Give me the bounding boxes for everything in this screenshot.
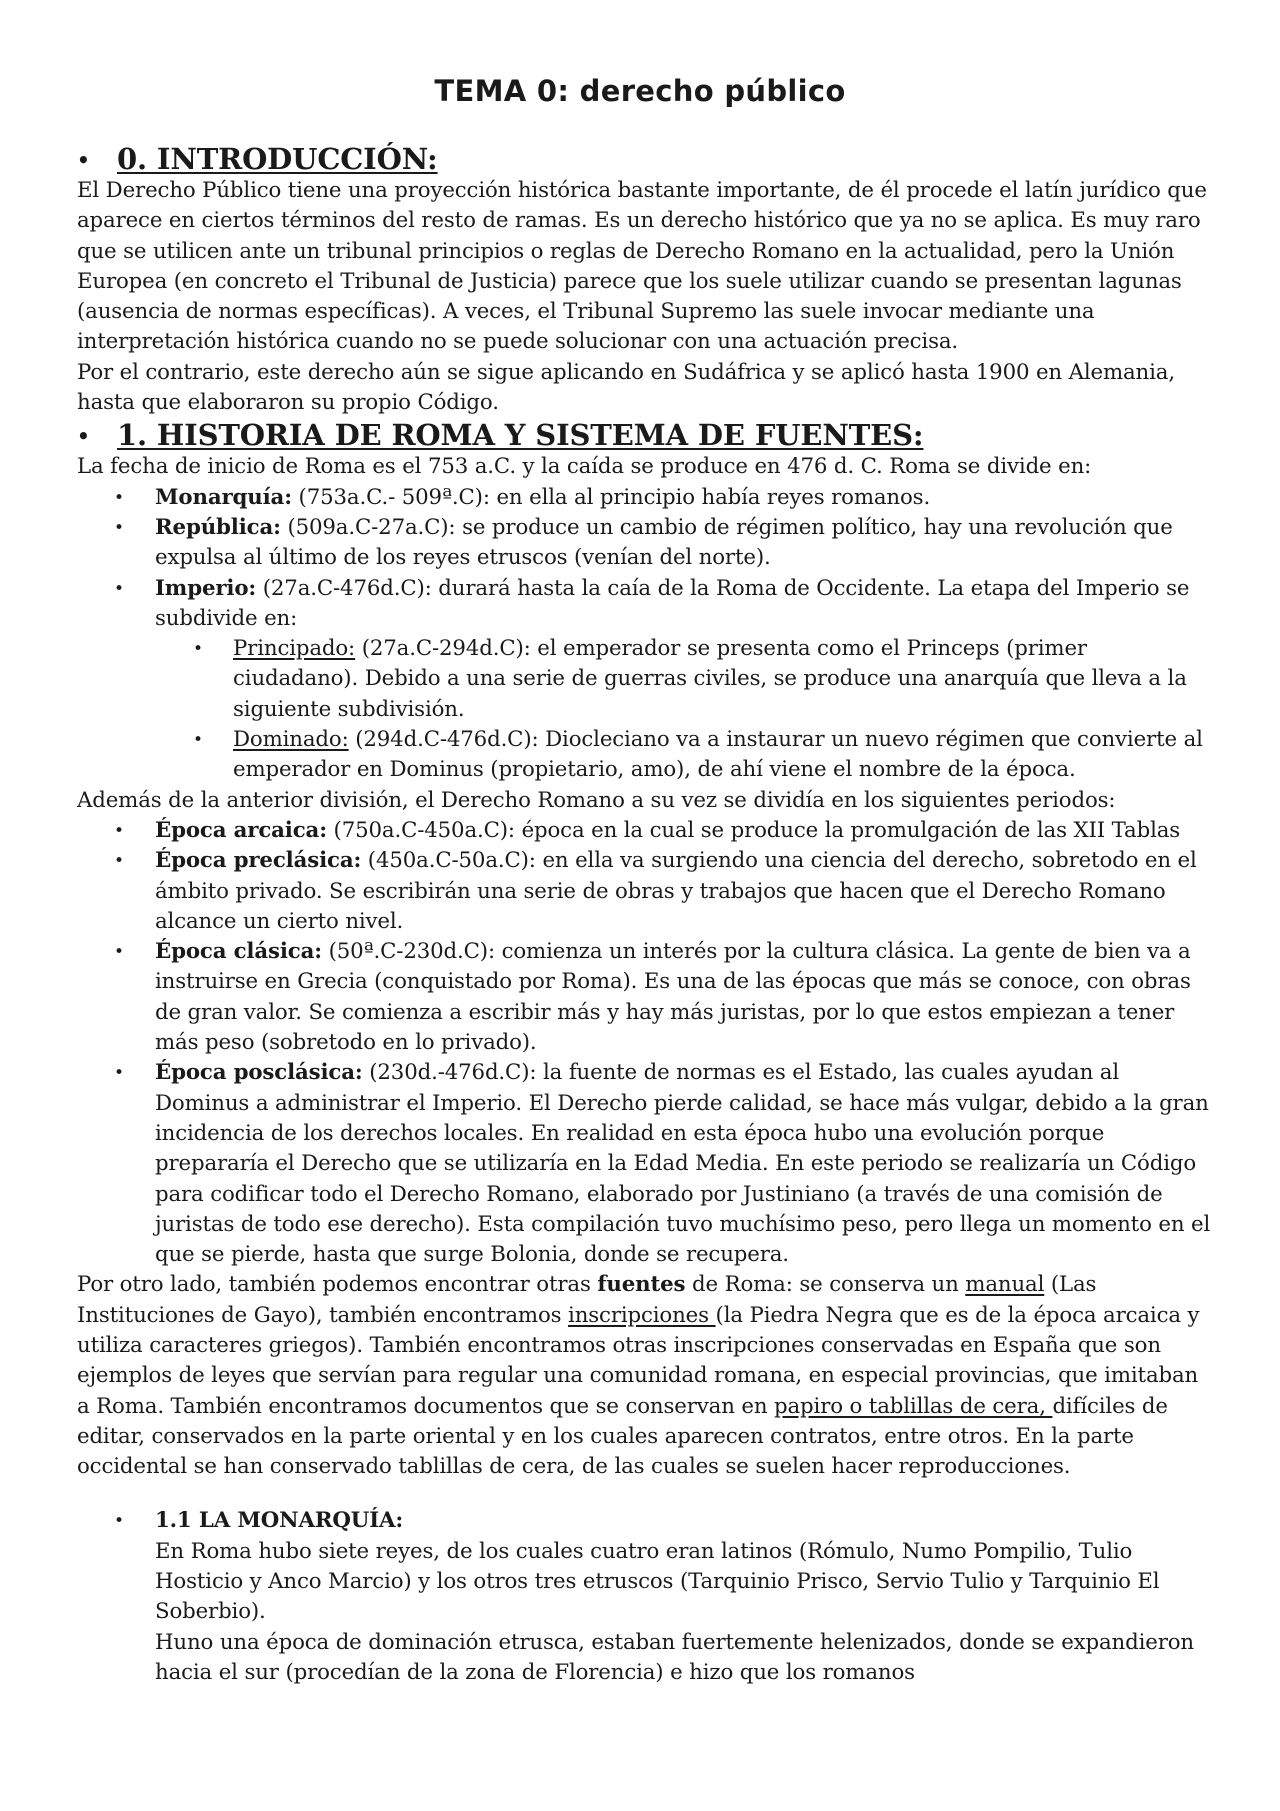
list-item-dominado: • Dominado: (294d.C-476d.C): Diocleciano va a instaurar un nuevo régimen que convierte al emperador en Dominus (propietario, amo), de ahí viene el nombre de la época. [193, 727, 1203, 783]
term: Época posclásica: [155, 1060, 363, 1086]
list-item-clasica: • Época clásica: (50ª.C-230d.C): comienza un interés por la cultura clásica. La gente de bien va a instruirse en Grecia (conquistado por Roma). Es una de las épocas que más se conoce, con obras de gran valor. Se comienza a escribir más y hay más juristas, por lo que estos empiezan a tener más peso (sobretodo en lo privado). [114, 939, 1191, 1056]
document-body [77, 142, 1217, 1688]
monarquia-paragraph-1: En Roma hubo siete reyes, de los cuales cuatro eran latinos (Rómulo, Numo Pompilio, Tulio Hosticio y Anco Marcio) y los otros tres etruscos (Tarquinio Prisco, Servio Tulio y Tarquinio El Soberbio). [155, 1538, 1160, 1625]
term: Época arcaica: [155, 817, 327, 843]
bullet: • [77, 424, 90, 449]
term: Principado: [233, 636, 356, 662]
list-item-posclasica: • Época posclásica: (230d.-476d.C): la fuente de normas es el Estado, las cuales ayudan al Dominus a administrar el Imperio. El Derecho pierde calidad, se hace más vulgar, debido a la gran incidencia de los derechos locales. En realidad en esta época hubo una evolución porque prepararía el Derecho que se utilizaría en la Edad Media. En este periodo se realizaría un Código para codificar todo el Derecho Romano, elaborado por Justiniano (a través de una comisión de juristas de todo ese derecho). Esta compilación tuvo muchísimo peso, pero llega un momento en el que se pierde, hasta que surge Bolonia, donde se recupera. [114, 1060, 1211, 1268]
periods-list [77, 483, 1217, 786]
list-item-principado: • Principado: (27a.C-294d.C): el emperador se presenta como el Princeps (primer ciudadano). Debido a una serie de guerras civiles, se produce una anarquía que lleva a la siguiente subdivisión. [193, 636, 1187, 722]
list-item-arcaica: • Época arcaica: (750a.C-450a.C): época en la cual se produce la promulgación de las XII Tablas [114, 817, 1181, 843]
list-item-imperio: • Imperio: (27a.C-476d.C): durará hasta la caía de la Roma de Occidente. La etapa del Imperio se subdivide en: [114, 575, 1190, 631]
section-heading-historia [77, 418, 1217, 452]
list-item-monarquia: • Monarquía: (753a.C.- 509ª.C): en ella al principio había reyes romanos. [114, 484, 931, 510]
section-heading-text: 0. INTRODUCCIÓN: [117, 142, 438, 176]
monarquia-list [77, 1506, 1217, 1688]
fuentes-paragraph: Por otro lado, también podemos encontrar otras fuentes de Roma: se conserva un manual (Las Instituciones de Gayo), también encontramos inscripciones (la Piedra Negra que es de la época arcaica y utiliza caracteres griegos). También encontramos otras inscripciones conservadas en España que son ejemplos de leyes que servían para regular una comunidad romana, en especial provincias, que imitaban a Roma. También encontramos documentos que se conservan en papiro o tablillas de cera, difíciles de editar, conservados en la parte oriental y en los cuales aparecen contratos, entre otros. En la parte occidental se han conservado tablillas de cera, de las cuales se suelen hacer reproducciones. [77, 1272, 1200, 1480]
section-heading-introduccion [77, 142, 1217, 176]
term: Monarquía: [155, 484, 292, 510]
term: Dominado: [233, 727, 349, 753]
list-item-la-monarquia: • 1.1 LA MONARQUÍA: En Roma hubo siete reyes, de los cuales cuatro eran latinos (Rómulo, Numo Pompilio, Tulio Hosticio y Anco Marcio) y los otros tres etruscos (Tarquinio Prisco, Servio Tulio y Tarquinio El Soberbio). Huno una época de dominación etrusca, estaban fuertemente helenizados, donde se expandieron hacia el sur (procedían de la zona de Florencia) e hizo que los romanos [77, 1506, 1217, 1688]
list-item-republica: • República: (509a.C-27a.C): se produce un cambio de régimen político, hay una revolución que expulsa al último de los reyes etruscos (venían del norte). [114, 514, 1173, 571]
page-title: TEMA 0: derecho público [434, 74, 846, 108]
bullet: • [77, 148, 90, 172]
epocas-list [77, 816, 1217, 1270]
historia-intro: La fecha de inicio de Roma es el 753 a.C. y la caída se produce en 476 d. C. Roma se divide en: [77, 454, 1092, 480]
intro-paragraph-1: El Derecho Público tiene una proyección histórica bastante importante, de él procede el latín jurídico que aparece en ciertos términos del resto de ramas. Es un derecho histórico que ya no se aplica. Es muy raro que se utilicen ante un tribunal principios o reglas de Derecho Romano en la actualidad, pero la Unión Europea (en concreto el Tribunal de Justicia) parece que los suele utilizar cuando se presentan lagunas (ausencia de normas específicas). A veces, el Tribunal Supremo las suele invocar mediante una interpretación histórica cuando no se puede solucionar con una actuación precisa. [77, 178, 1207, 355]
subsection-heading: 1.1 LA MONARQUÍA: [155, 1508, 404, 1534]
list-item-preclasica: • Época preclásica: (450a.C-50a.C): en ella va surgiendo una ciencia del derecho, sobretodo en el ámbito privado. Se escribirán una serie de obras y trabajos que hacen que el Derecho Romano alcance un cierto nivel. [114, 848, 1197, 934]
section-heading-text: 1. HISTORIA DE ROMA Y SISTEMA DE FUENTES: [117, 418, 924, 453]
periodos-intro: Además de la anterior división, el Derecho Romano a su vez se dividía en los siguientes periodos: [77, 787, 1116, 813]
monarquia-paragraph-2: Huno una época de dominación etrusca, estaban fuertemente helenizados, donde se expandieron hacia el sur (procedían de la zona de Florencia) e hizo que los romanos [155, 1629, 1194, 1685]
term: República: [155, 514, 281, 540]
term: Imperio: [155, 575, 257, 601]
term: Época preclásica: [155, 848, 362, 874]
intro-paragraph-2: Por el contrario, este derecho aún se sigue aplicando en Sudáfrica y se aplicó hasta 1900 en Alemania, hasta que elaboraron su propio Código. [77, 359, 1175, 416]
term: Época clásica: [155, 939, 322, 965]
